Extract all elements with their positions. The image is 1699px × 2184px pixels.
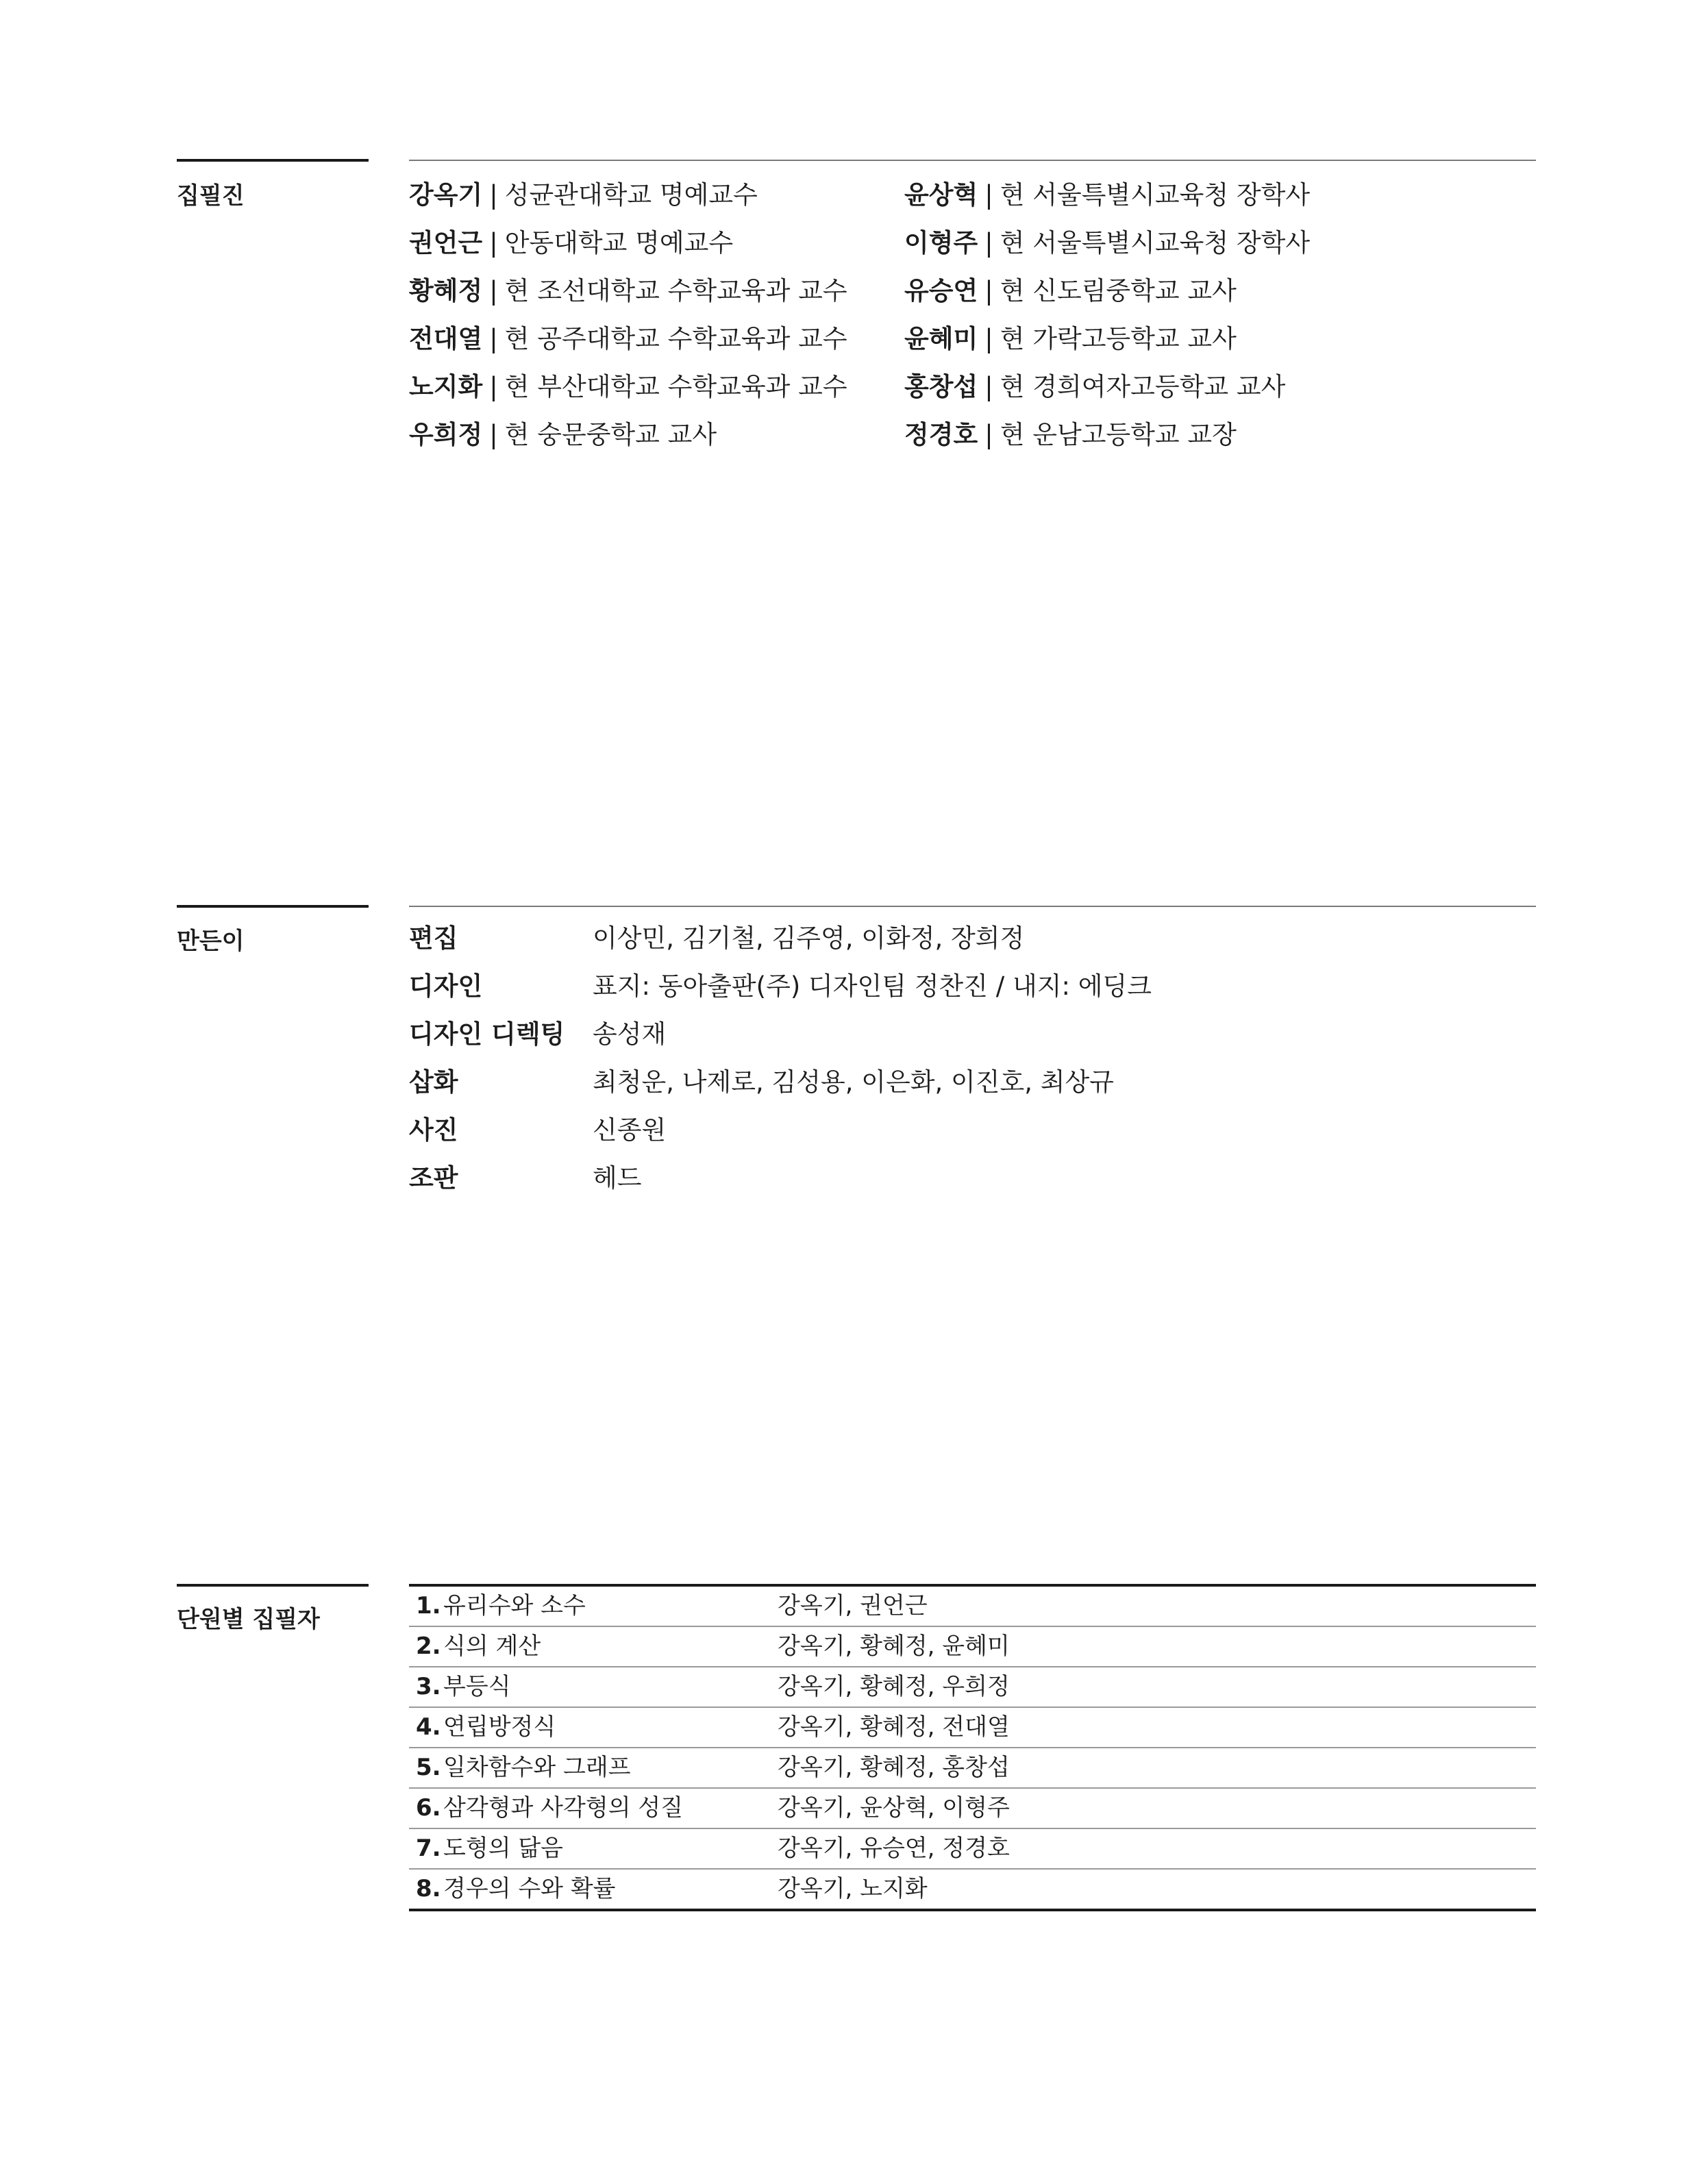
separator: | [984, 324, 993, 353]
writer-entry [904, 322, 1384, 370]
separator: | [984, 276, 993, 306]
writers-rule-left [177, 159, 369, 162]
maker-value: 표지: 동아출판(주) 디자인팀 정찬진 / 내지: 에딩크 [593, 971, 1152, 1001]
maker-row [409, 921, 1536, 969]
maker-role-label: 삽화 [409, 1067, 458, 1097]
unit-authors: 강옥기, 윤상혁, 이형주 [778, 1794, 1010, 1822]
writer-name: 이형주 [904, 228, 978, 258]
writer-role: 현 서울특별시교육청 장학사 [1000, 228, 1311, 258]
writer-name: 황혜정 [409, 276, 483, 306]
maker-role-label: 조판 [409, 1163, 458, 1193]
writer-name: 우희정 [409, 420, 483, 449]
maker-row [409, 969, 1536, 1017]
unit-number: 5. [416, 1754, 441, 1781]
maker-role-label: 편집 [409, 923, 458, 953]
maker-row [409, 1017, 1536, 1065]
writer-entry [409, 322, 889, 370]
separator: | [984, 228, 993, 258]
separator: | [489, 420, 498, 449]
writer-role: 현 조선대학교 수학교육과 교수 [504, 276, 847, 306]
table-row [409, 1627, 1536, 1667]
writers-section-title: 집필진 [177, 182, 245, 210]
unit-number: 1. [416, 1592, 441, 1620]
unit-number: 6. [416, 1794, 441, 1822]
makers-rule-right [409, 906, 1536, 907]
table-row [409, 1708, 1536, 1748]
unit-authors: 강옥기, 황혜정, 전대열 [778, 1713, 1010, 1741]
separator: | [984, 372, 993, 401]
writer-role: 현 서울특별시교육청 장학사 [1000, 180, 1311, 210]
writer-entry [904, 370, 1384, 418]
unit-authors: 강옥기, 황혜정, 우희정 [778, 1673, 1010, 1700]
table-row [409, 1870, 1536, 1909]
unit-number: 8. [416, 1875, 441, 1902]
maker-value: 최청운, 나제로, 김성용, 이은화, 이진호, 최상규 [593, 1067, 1114, 1097]
makers-rule-left [177, 905, 369, 908]
unit-authors: 강옥기, 권언근 [778, 1592, 928, 1620]
writers-left-column [409, 178, 889, 466]
unit-title: 삼각형과 사각형의 성질 [443, 1794, 684, 1822]
units-section-title: 단원별 집필자 [177, 1606, 320, 1633]
writer-name: 전대열 [409, 324, 483, 353]
makers-list [409, 921, 1536, 1209]
writer-entry [904, 178, 1384, 226]
unit-title: 도형의 닮음 [443, 1835, 564, 1862]
writer-name: 홍창섭 [904, 372, 978, 401]
writer-role: 성균관대학교 명예교수 [504, 180, 758, 210]
unit-title: 경우의 수와 확률 [443, 1875, 616, 1902]
writer-name: 정경호 [904, 420, 978, 449]
writers-rule-right [409, 160, 1536, 161]
maker-row [409, 1113, 1536, 1161]
table-row [409, 1587, 1536, 1627]
unit-authors: 강옥기, 황혜정, 윤혜미 [778, 1633, 1010, 1660]
writer-role: 현 공주대학교 수학교육과 교수 [504, 324, 847, 353]
writer-name: 강옥기 [409, 180, 483, 210]
makers-section-title: 만든이 [177, 928, 245, 955]
maker-role-label: 디자인 디렉팅 [409, 1019, 565, 1049]
writer-entry [904, 226, 1384, 274]
writer-name: 권언근 [409, 228, 483, 258]
separator: | [489, 372, 498, 401]
table-row [409, 1667, 1536, 1708]
writer-name: 윤혜미 [904, 324, 978, 353]
separator: | [489, 276, 498, 306]
unit-title: 부등식 [443, 1673, 511, 1700]
units-rule-left [177, 1584, 369, 1587]
writer-entry [409, 178, 889, 226]
unit-authors: 강옥기, 황혜정, 홍창섭 [778, 1754, 1010, 1781]
maker-row [409, 1065, 1536, 1113]
writer-role: 현 신도림중학교 교사 [1000, 276, 1237, 306]
writer-name: 윤상혁 [904, 180, 978, 210]
separator: | [984, 180, 993, 210]
writer-entry [409, 274, 889, 322]
writer-entry [409, 418, 889, 466]
unit-number: 3. [416, 1673, 441, 1700]
table-row [409, 1748, 1536, 1789]
maker-value: 신종원 [593, 1115, 667, 1145]
unit-authors: 강옥기, 유승연, 정경호 [778, 1835, 1010, 1862]
writer-name: 유승연 [904, 276, 978, 306]
maker-role-label: 사진 [409, 1115, 458, 1145]
writers-right-column [904, 178, 1384, 466]
unit-title: 유리수와 소수 [443, 1592, 586, 1620]
separator: | [489, 228, 498, 258]
table-row [409, 1829, 1536, 1870]
writer-role: 현 숭문중학교 교사 [504, 420, 717, 449]
writer-role: 현 부산대학교 수학교육과 교수 [504, 372, 847, 401]
maker-value: 송성재 [593, 1019, 667, 1049]
writer-entry [904, 418, 1384, 466]
units-table [409, 1584, 1536, 1911]
unit-number: 7. [416, 1835, 441, 1862]
unit-title: 일차함수와 그래프 [443, 1754, 631, 1781]
maker-row [409, 1161, 1536, 1209]
writer-entry [409, 226, 889, 274]
table-row [409, 1789, 1536, 1829]
separator: | [984, 420, 993, 449]
separator: | [489, 180, 498, 210]
separator: | [489, 324, 498, 353]
maker-role-label: 디자인 [409, 971, 483, 1001]
unit-authors: 강옥기, 노지화 [778, 1875, 928, 1902]
maker-value: 이상민, 김기철, 김주영, 이화정, 장희정 [593, 923, 1025, 953]
unit-number: 2. [416, 1633, 441, 1660]
writer-role: 안동대학교 명예교수 [504, 228, 734, 258]
writer-name: 노지화 [409, 372, 483, 401]
writer-role: 현 경희여자고등학교 교사 [1000, 372, 1286, 401]
unit-title: 연립방정식 [443, 1713, 556, 1741]
writer-entry [409, 370, 889, 418]
writer-role: 현 운남고등학교 교장 [1000, 420, 1237, 449]
writer-role: 현 가락고등학교 교사 [1000, 324, 1237, 353]
unit-number: 4. [416, 1713, 441, 1741]
unit-title: 식의 계산 [443, 1633, 541, 1660]
writer-entry [904, 274, 1384, 322]
maker-value: 헤드 [593, 1163, 642, 1193]
